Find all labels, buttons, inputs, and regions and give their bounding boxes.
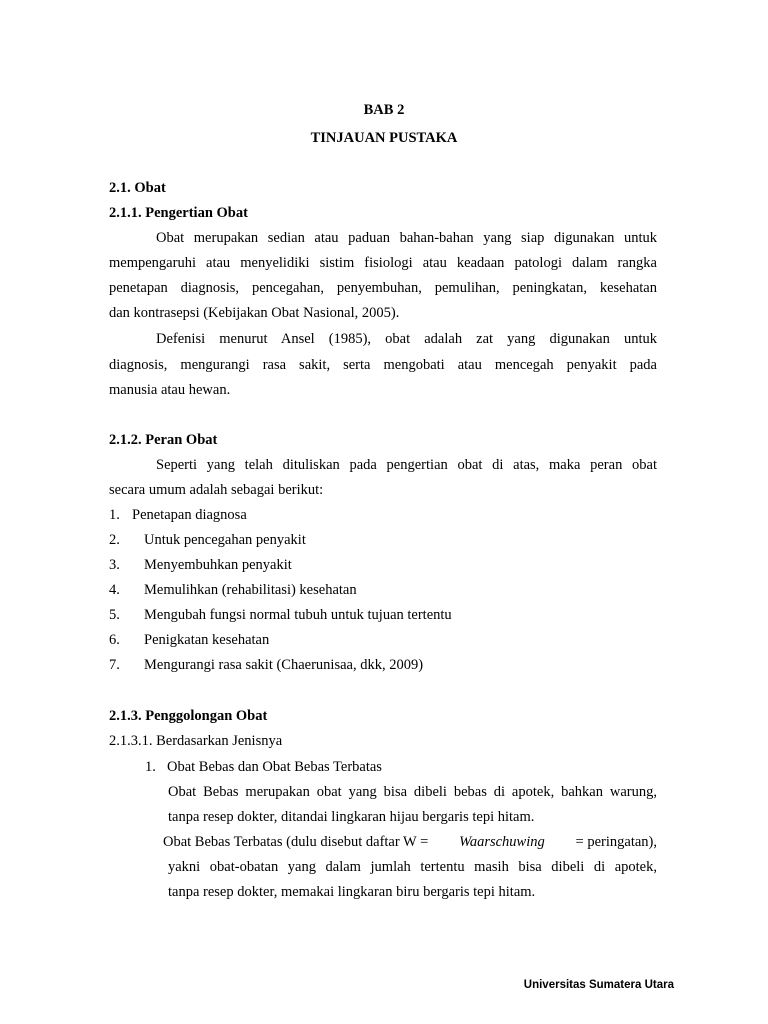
chapter-title: TINJAUAN PUSTAKA <box>310 130 458 146</box>
section-heading-2-1: 2.1. Obat <box>109 180 166 196</box>
paragraph-line-mixed <box>163 834 657 851</box>
list-item: Memulihkan (rehabilitasi) kesehatan <box>144 582 357 598</box>
paragraph-line: tanpa resep dokter, ditandai lingkaran hijau bergaris tepi hitam. <box>168 809 535 825</box>
paragraph-line: Obat merupakan sedian atau paduan bahan-bahan yang siap digunakan untuk <box>156 230 657 246</box>
paragraph-line: mempengaruhi atau menyelidiki sistim fisiologi atau keadaan patologi dalam rangka <box>109 255 657 271</box>
paragraph-line: yakni obat-obatan yang dalam jumlah tertentu masih bisa dibeli di apotek, <box>168 859 657 875</box>
footer-institution: Universitas Sumatera Utara <box>523 979 674 991</box>
list-item: Mengubah fungsi normal tubuh untuk tujuan tertentu <box>144 607 452 623</box>
list-item: Penigkatan kesehatan <box>144 632 270 648</box>
paragraph-line: penetapan diagnosis, pencegahan, penyembuhan, pemulihan, peningkatan, kesehatan <box>109 280 657 296</box>
paragraph-line: Obat Bebas merupakan obat yang bisa dibeli bebas di apotek, bahkan warung, <box>168 784 657 800</box>
paragraph-line: secara umum adalah sebagai berikut: <box>109 482 324 498</box>
list-item: Mengurangi rasa sakit (Chaerunisaa, dkk, 2009) <box>144 657 424 673</box>
list-item: Untuk pencegahan penyakit <box>144 532 306 548</box>
italic-term: Waarschuwing <box>459 834 545 850</box>
list-item: Menyembuhkan penyakit <box>144 557 292 573</box>
list-item-title: Obat Bebas dan Obat Bebas Terbatas <box>167 759 382 775</box>
text-run: = peringatan), <box>575 834 657 850</box>
paragraph-line: tanpa resep dokter, memakai lingkaran biru bergaris tepi hitam. <box>168 884 536 900</box>
list-item: Penetapan diagnosa <box>132 507 247 523</box>
paragraph-line: Defenisi menurut Ansel (1985), obat adalah zat yang digunakan untuk <box>156 331 657 347</box>
list-number: 5. <box>109 607 120 623</box>
section-heading-2-1-1: 2.1.1. Pengertian Obat <box>109 205 248 221</box>
chapter-number: BAB 2 <box>363 102 405 118</box>
paragraph-line: dan kontrasepsi (Kebijakan Obat Nasional, 2005). <box>109 305 400 321</box>
list-number: 4. <box>109 582 120 598</box>
text-run: Obat Bebas Terbatas (dulu disebut daftar W = <box>163 834 429 850</box>
list-number: 1. <box>109 507 120 523</box>
section-heading-2-1-2: 2.1.2. Peran Obat <box>109 432 218 448</box>
subsection-heading: 2.1.3.1. Berdasarkan Jenisnya <box>109 733 283 749</box>
list-number: 1. <box>145 759 156 775</box>
list-number: 2. <box>109 532 120 548</box>
list-number: 6. <box>109 632 120 648</box>
paragraph-line: Seperti yang telah dituliskan pada pengertian obat di atas, maka peran obat <box>156 457 657 473</box>
list-number: 7. <box>109 657 120 673</box>
paragraph-line: manusia atau hewan. <box>109 382 231 398</box>
section-heading-2-1-3: 2.1.3. Penggolongan Obat <box>109 708 268 724</box>
list-number: 3. <box>109 557 120 573</box>
paragraph-line: diagnosis, mengurangi rasa sakit, serta mengobati atau mencegah penyakit pada <box>109 357 657 373</box>
